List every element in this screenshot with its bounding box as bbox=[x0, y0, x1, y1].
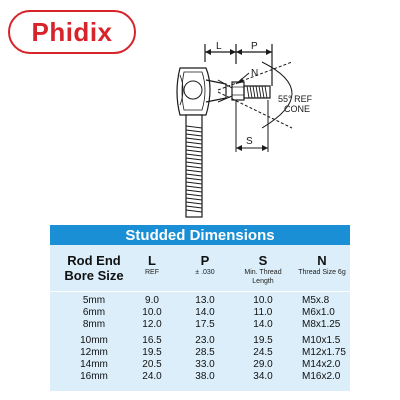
cell-n: M10x1.5 bbox=[302, 335, 341, 346]
cell-s: 24.5 bbox=[253, 347, 273, 358]
cell-s: 34.0 bbox=[253, 371, 273, 382]
cell-n: M16x2.0 bbox=[302, 371, 341, 382]
table-row bbox=[50, 347, 350, 359]
cell-n: M8x1.25 bbox=[302, 319, 341, 330]
cell-l: 19.5 bbox=[142, 347, 162, 358]
dim-L-label: L bbox=[216, 41, 222, 52]
cell-n: M12x1.75 bbox=[302, 347, 346, 358]
table-title: Studded Dimensions bbox=[50, 225, 350, 245]
cell-p: 23.0 bbox=[195, 335, 215, 346]
cell-s: 19.5 bbox=[253, 335, 273, 346]
cell-size: 12mm bbox=[80, 347, 108, 358]
cell-size: 5mm bbox=[82, 295, 106, 306]
cell-p: 14.0 bbox=[195, 307, 215, 318]
cell-s: 11.0 bbox=[253, 307, 273, 318]
cell-p: 33.0 bbox=[195, 359, 215, 370]
cell-l: 9.0 bbox=[145, 295, 159, 306]
cell-l: 10.0 bbox=[142, 307, 162, 318]
cone-label-line1: 55° REF bbox=[278, 94, 313, 104]
table-row bbox=[50, 359, 350, 371]
cell-l: 20.5 bbox=[142, 359, 162, 370]
table-body bbox=[50, 295, 350, 383]
cell-size: 6mm bbox=[82, 307, 106, 318]
cell-p: 13.0 bbox=[195, 295, 215, 306]
cell-n: M14x2.0 bbox=[302, 359, 341, 370]
cell-size: 14mm bbox=[80, 359, 108, 370]
header-S: S Min. Thread Length bbox=[244, 253, 282, 285]
jam-nut bbox=[232, 82, 244, 100]
cell-p: 28.5 bbox=[195, 347, 215, 358]
header-L: L REF bbox=[145, 253, 159, 276]
cell-n: M6x1.0 bbox=[302, 307, 335, 318]
brand-name: Phidix bbox=[31, 16, 113, 47]
rod-end-drawing bbox=[0, 40, 400, 220]
cell-p: 17.5 bbox=[195, 319, 215, 330]
header-bore-size: Rod End Bore Size bbox=[64, 253, 124, 283]
cell-size: 10mm bbox=[80, 335, 108, 346]
cell-s: 29.0 bbox=[253, 359, 273, 370]
cell-s: 14.0 bbox=[253, 319, 273, 330]
cell-p: 38.0 bbox=[195, 371, 215, 382]
cone-label-line2: CONE bbox=[284, 104, 311, 114]
cell-l: 24.0 bbox=[142, 371, 162, 382]
cell-l: 12.0 bbox=[142, 319, 162, 330]
ball bbox=[184, 81, 202, 99]
table-row bbox=[50, 307, 350, 319]
dim-S-label: S bbox=[246, 136, 253, 147]
cell-size: 16mm bbox=[80, 371, 108, 382]
header-P: P ± .030 bbox=[195, 253, 215, 276]
dimensions-table bbox=[50, 225, 350, 391]
cell-s: 10.0 bbox=[253, 295, 273, 306]
table-row bbox=[50, 371, 350, 383]
cell-l: 16.5 bbox=[142, 335, 162, 346]
dim-P-label: P bbox=[251, 41, 258, 52]
table-row bbox=[50, 319, 350, 331]
cell-size: 8mm bbox=[82, 319, 106, 330]
table-row bbox=[50, 335, 350, 347]
header-N: N Thread Size 6g bbox=[298, 253, 346, 276]
header-divider bbox=[50, 291, 350, 292]
cell-n: M5x.8 bbox=[302, 295, 330, 306]
dim-N-label: N bbox=[251, 68, 259, 79]
table-row bbox=[50, 295, 350, 307]
